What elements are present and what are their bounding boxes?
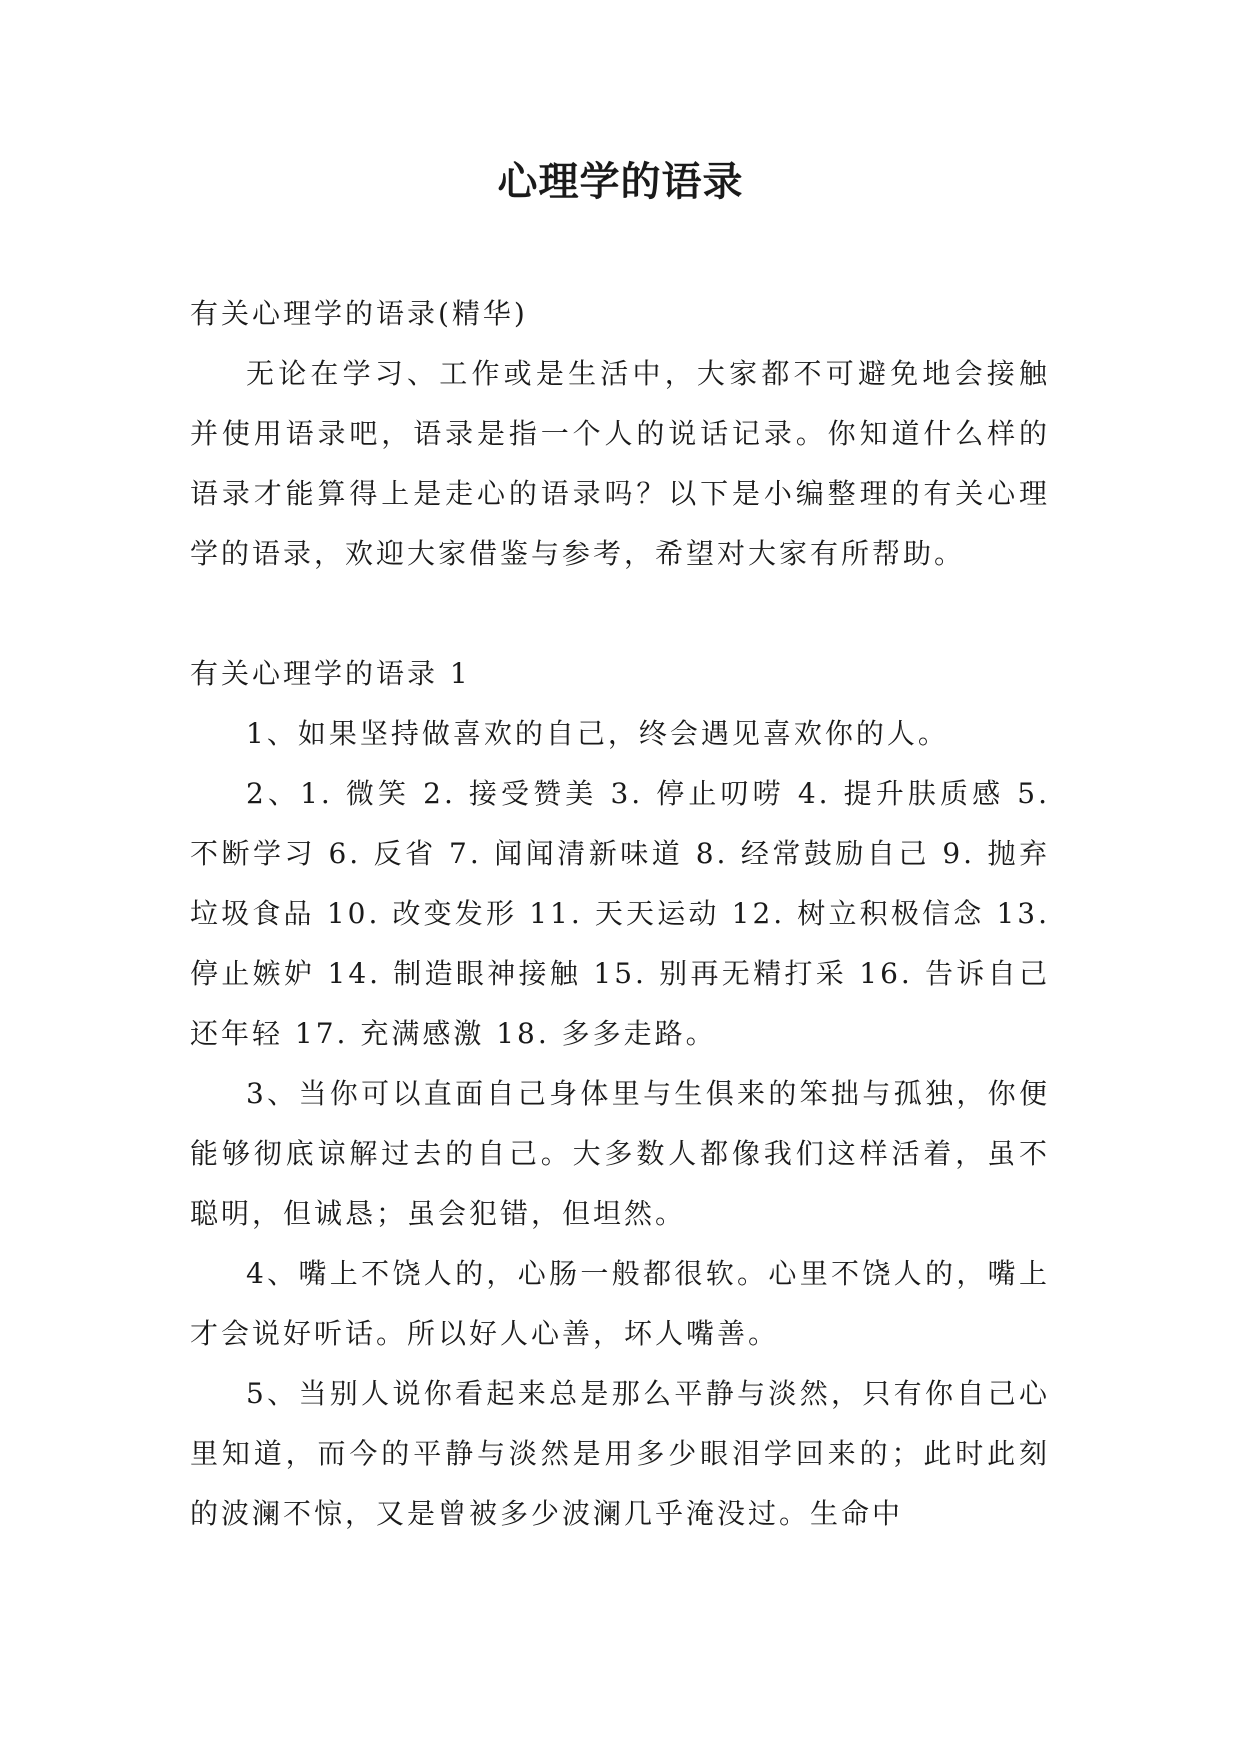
section-spacer bbox=[190, 584, 1050, 644]
document-body bbox=[190, 284, 1050, 1544]
section-heading: 有关心理学的语录 1 bbox=[190, 657, 471, 690]
intro-paragraph: 无论在学习、工作或是生活中，大家都不可避免地会接触并使用语录吧，语录是指一个人的说话记录。你知道什么样的语录才能算得上是走心的语录吗？以下是小编整理的有关心理学的语录，欢迎大家借鉴与参考，希望对大家有所帮助。 bbox=[190, 357, 1050, 570]
quote-item-2: 2、1. 微笑 2. 接受赞美 3. 停止叨唠 4. 提升肤质感 5. 不断学习 6. 反省 7. 闻闻清新味道 8. 经常鼓励自己 9. 抛弃垃圾食品 10. 改变发形 11. 天天运动 12. 树立积极信念 13. 停止嫉妒 14. 制造眼神接触 15. 别再无精打采 16. 告诉自己还年轻 17. 充满感激 18. 多多走路。 bbox=[190, 777, 1050, 1050]
quote-item-4: 4、嘴上不饶人的，心肠一般都很软。心里不饶人的，嘴上才会说好听话。所以好人心善，坏人嘴善。 bbox=[190, 1257, 1050, 1350]
intro-heading: 有关心理学的语录(精华) bbox=[190, 297, 528, 330]
quote-item-3: 3、当你可以直面自己身体里与生俱来的笨拙与孤独，你便能够彻底谅解过去的自己。大多数人都像我们这样活着，虽不聪明，但诚恳；虽会犯错，但坦然。 bbox=[190, 1077, 1050, 1230]
quote-item-1: 1、如果坚持做喜欢的自己，终会遇见喜欢你的人。 bbox=[246, 717, 949, 750]
document-title: 心理学的语录 bbox=[497, 158, 744, 205]
quote-item-5: 5、当别人说你看起来总是那么平静与淡然，只有你自己心里知道，而今的平静与淡然是用多少眼泪学回来的；此时此刻的波澜不惊，又是曾被多少波澜几乎淹没过。生命中 bbox=[190, 1377, 1050, 1530]
